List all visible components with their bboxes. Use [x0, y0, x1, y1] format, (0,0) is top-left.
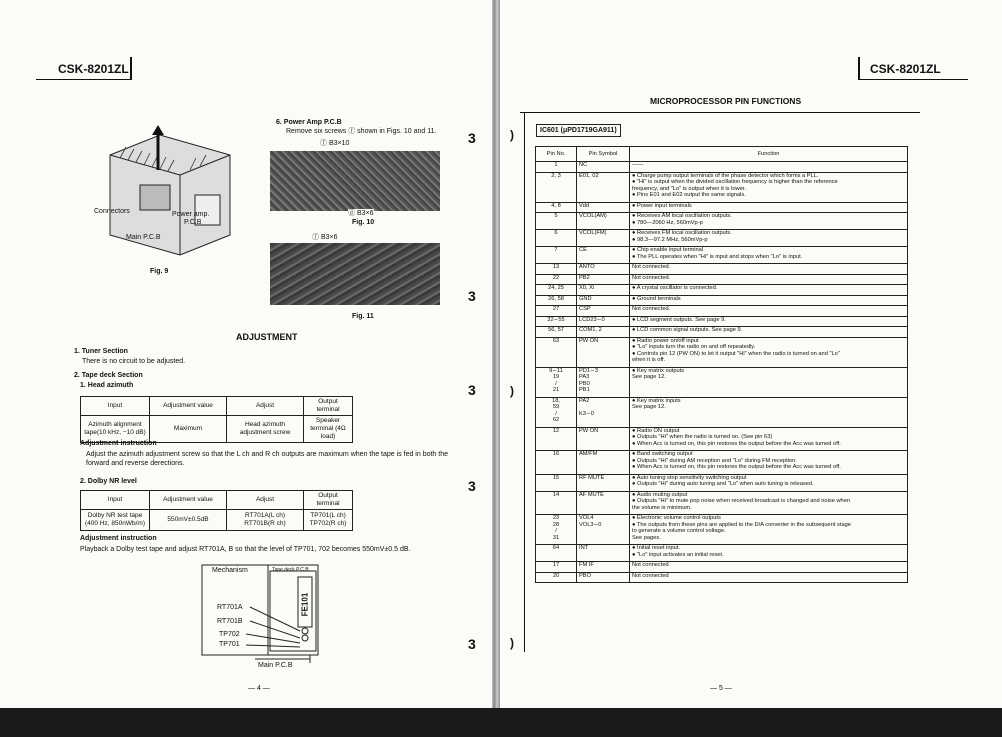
pin-number-cell: 27: [536, 306, 577, 317]
page-number-right: — 5 —: [710, 685, 732, 692]
pin-number-cell: 4, 8: [536, 202, 577, 213]
binding-mark: 3: [468, 130, 476, 146]
pin-function-cell: ——: [630, 162, 908, 173]
step6-title: 6. Power Amp P.C.B: [276, 119, 342, 126]
fig10-photo: [270, 151, 440, 211]
table-cell: TP701(L ch) TP702(R ch): [304, 510, 353, 531]
table-header-cell: Input: [81, 491, 150, 510]
table-row: [536, 306, 908, 317]
pin-number-cell: 56, 57: [536, 327, 577, 338]
table-cell: Dolby NR test tape (400 Hz, 850nWb/m): [81, 510, 150, 531]
table-row: [536, 572, 908, 583]
pin-number-cell: 13: [536, 264, 577, 275]
diagram-mechanism-label: Mechanism: [212, 567, 248, 574]
pin-symbol-header: Pin Symbol: [577, 147, 630, 162]
pin-number-cell: 12: [536, 427, 577, 451]
fig9-connectors-label: Connectors: [94, 208, 130, 215]
pin-no-header: Pin No.: [536, 147, 577, 162]
ic-label: IC601 (μPD1719GA911): [536, 124, 621, 137]
step6-text: Remove six screws ⓕ shown in Figs. 10 and 11.: [286, 128, 437, 135]
binding-mark: 3: [468, 288, 476, 304]
page-number-left: — 4 —: [248, 685, 270, 692]
table-row: [536, 247, 908, 264]
table-row: [536, 474, 908, 491]
table-row: [536, 327, 908, 338]
pin-symbol-cell: PW ON: [577, 337, 630, 367]
pin-symbol-cell: PD1∼3 PA3 PB0 PB1: [577, 367, 630, 397]
pin-function-cell: ● Power input terminals: [630, 202, 908, 213]
table-header-row: [81, 491, 353, 510]
binding-mark: 3: [468, 382, 476, 398]
fig11-photo: [270, 243, 440, 305]
pin-function-cell: ● A crystal oscillator is connected.: [630, 285, 908, 296]
pin-function-cell: Not connected.: [630, 306, 908, 317]
table-header-cell: Output terminal: [304, 397, 353, 416]
pin-function-cell: Not connected: [630, 572, 908, 583]
pin-number-cell: 18, 59 / 62: [536, 397, 577, 427]
diagram-rt701b-label: RT701B: [217, 618, 243, 625]
diagram-main-pcb-label: Main P.C.B: [258, 662, 293, 669]
pin-number-cell: 14: [536, 491, 577, 515]
table-header-cell: Input: [81, 397, 150, 416]
table-header-cell: Output terminal: [304, 491, 353, 510]
model-header-right: CSK-8201ZL: [870, 62, 941, 76]
pin-function-cell: ● Radio power on/off input ● "Lo" inputs turn the radio on and off repeatedly. ● Controls pin 12 (PW ON) to let it output "Hi" when the radio is turned on and "Lo" when it is off.: [630, 337, 908, 367]
pin-function-cell: ● Electronic volume control outputs ● The outputs from these pins are applied to the D/A converter in the subsequent stage to generate a volume control voltage. See pages.: [630, 515, 908, 545]
pin-symbol-cell: RF MUTE: [577, 474, 630, 491]
table-row: [536, 274, 908, 285]
diagram-tape-deck-pcb-label: Tape deck P.C.B: [272, 567, 309, 573]
table-row: [536, 213, 908, 230]
table-row: [536, 451, 908, 475]
pin-symbol-cell: AM/FM: [577, 451, 630, 475]
table-row: [536, 285, 908, 296]
pin-function-cell: ● Charge pump output terminals of the phase detector which forms a PLL. ● "Hi" is output when the divided oscillation frequency is higher than the reference frequency, and "Lo" is output when it is lower. ● Pins E01 and E02 output the same signals.: [630, 172, 908, 202]
model-header-left: CSK-8201ZL: [58, 62, 129, 76]
diagram-tp702-label: TP702: [219, 631, 240, 638]
table-row: [536, 316, 908, 327]
pin-function-cell: ● Chip enable input terminal ● The PLL operates when "Hi" is input and stops when "Lo" is input.: [630, 247, 908, 264]
table-header-cell: Adjustment value: [150, 491, 227, 510]
table-cell: 550mV±0.5dB: [150, 510, 227, 531]
pin-number-cell: 17: [536, 562, 577, 573]
binding-mark: ): [510, 128, 514, 142]
table-row: [536, 162, 908, 173]
pin-number-cell: 1: [536, 162, 577, 173]
adj-instruction-1-title: Adjustment instruction: [80, 440, 157, 447]
pin-function-cell: ● Auto tuning stop sensitivity switching output ● Outputs "Hi" during auto tuning and "Lo" when auto tuning is released.: [630, 474, 908, 491]
pin-symbol-cell: ANTO: [577, 264, 630, 275]
pin-function-cell: ● Band switching output ● Outputs "Hi" during AM reception and "Lo" during FM reception. ● When Acc is turned on, this pin restores the output before the Acc was turned off.: [630, 451, 908, 475]
table-row: [536, 515, 908, 545]
pin-function-cell: ● Audio muting output ● Outputs "Hi" to mute pop noise when received broadcast is changed and noise when the volume is minimum.: [630, 491, 908, 515]
pin-function-cell: ● Radio ON output ● Outputs "Hi" when the radio is turned on. (See pin 63) ● When Acc is turned on, this pin restores the output before the Acc was turned off.: [630, 427, 908, 451]
table-row: [536, 427, 908, 451]
screw-label-b: ⓓ B3×6: [348, 210, 374, 217]
table-row: [536, 230, 908, 247]
pin-number-cell: 26, 58: [536, 295, 577, 306]
pin-symbol-cell: PBO: [577, 572, 630, 583]
fig9-pcb-label: P.C.B: [184, 219, 202, 226]
diagram-rt701a-label: RT701A: [217, 604, 243, 611]
pin-number-cell: 5: [536, 213, 577, 230]
pin-symbol-cell: CSP: [577, 306, 630, 317]
binding-mark: 3: [468, 636, 476, 652]
pin-function-cell: ● Ground terminals: [630, 295, 908, 306]
table-cell: Speaker terminal (4Ω load): [304, 416, 353, 443]
table-cell: Azimuth alignment tape(10 kHz, −10 dB): [81, 416, 150, 443]
pin-symbol-cell: E01, 02: [577, 172, 630, 202]
pin-symbol-cell: COM1, 2: [577, 327, 630, 338]
table-row: [536, 491, 908, 515]
pin-function-cell: ● Initial reset input. ● "Lo" input activates an initial reset.: [630, 545, 908, 562]
pin-table-body: [536, 162, 908, 583]
pin-function-cell: ● Receives FM local oscillation outputs. ● 98.3—97.2 MHz, 560mVp-p: [630, 230, 908, 247]
tuner-section-text: There is no circuit to be adjusted.: [82, 358, 186, 365]
binding-mark: ): [510, 636, 514, 650]
pin-number-cell: 2, 3: [536, 172, 577, 202]
pin-number-cell: 16: [536, 451, 577, 475]
adj-instruction-1-text-a: Adjust the azimuth adjustment screw so that the L ch and R ch outputs are maximum when the tape is fed in both the: [86, 451, 448, 458]
pin-number-cell: 20: [536, 572, 577, 583]
pin-function-cell: ● Key matrix outputs See page 12.: [630, 367, 908, 397]
diagram-tp701-label: TP701: [219, 641, 240, 648]
pin-number-cell: 6: [536, 230, 577, 247]
pin-function-cell: ● LCD common signal outputs. See page 9.: [630, 327, 908, 338]
pin-symbol-cell: PW ON: [577, 427, 630, 451]
table-header-row: [536, 147, 908, 162]
table-row: [536, 264, 908, 275]
pin-number-cell: 64: [536, 545, 577, 562]
table-row: [536, 337, 908, 367]
fig11-caption: Fig. 11: [352, 313, 374, 320]
binding-mark: 3: [468, 478, 476, 494]
adj-instruction-2-title: Adjustment instruction: [80, 535, 157, 542]
fig10-caption: Fig. 10: [352, 219, 375, 226]
pin-number-cell: 24, 25: [536, 285, 577, 296]
pin-number-cell: 7: [536, 247, 577, 264]
adjustment-title: ADJUSTMENT: [236, 332, 298, 342]
pin-symbol-cell: VOL4 VOL3∼0: [577, 515, 630, 545]
pin-symbol-cell: Vdd: [577, 202, 630, 213]
function-header: Function: [630, 147, 908, 162]
pin-functions-table: [535, 146, 908, 583]
pin-symbol-cell: X0, Xi: [577, 285, 630, 296]
adj-instruction-1-text-b: forward and reverse derections.: [86, 460, 185, 467]
pin-function-cell: Not connected: [630, 562, 908, 573]
pin-number-cell: 63: [536, 337, 577, 367]
header-underline-left: [36, 79, 132, 80]
table-header-cell: Adjust: [227, 491, 304, 510]
screw-label-a: ⓕ B3×10: [320, 140, 350, 147]
table-row: [536, 562, 908, 573]
pin-symbol-cell: GND: [577, 295, 630, 306]
pin-symbol-cell: PB2: [577, 274, 630, 285]
header-rule-left: [130, 57, 132, 79]
pin-function-cell: ● LCD segment outputs. See page 9.: [630, 316, 908, 327]
pin-number-cell: 15: [536, 474, 577, 491]
pin-function-cell: ● Receives AM local oscillation outputs. ● 780—2060 Hz, 560mVp-p: [630, 213, 908, 230]
tape-deck-section-title: 2. Tape deck Section: [74, 372, 143, 379]
dolby-nr-table: [80, 490, 353, 531]
title-rule: [520, 112, 920, 113]
tuner-section-title: 1. Tuner Section: [74, 348, 128, 355]
pin-function-cell: Not connected.: [630, 274, 908, 285]
pin-function-cell: ● Key matrix inputs See page 12.: [630, 397, 908, 427]
binding-mark: ): [510, 384, 514, 398]
pin-number-cell: 22: [536, 274, 577, 285]
fig9-power-amp-label: Power amp.: [172, 211, 210, 218]
table-cell: Maximum: [150, 416, 227, 443]
pin-symbol-cell: NC: [577, 162, 630, 173]
table-header-cell: Adjustment value: [150, 397, 227, 416]
fig9-caption: Fig. 9: [150, 268, 169, 275]
head-azimuth-title: 1. Head azimuth: [80, 382, 134, 389]
diagram-fe101-label: FE101: [300, 592, 310, 617]
table-row: [81, 510, 353, 531]
table-row: [536, 545, 908, 562]
header-underline-right: [858, 79, 968, 80]
head-azimuth-table: [80, 396, 353, 443]
pin-function-cell: Not connected.: [630, 264, 908, 275]
pin-symbol-cell: AF MUTE: [577, 491, 630, 515]
pin-functions-title: MICROPROCESSOR PIN FUNCTIONS: [650, 96, 802, 106]
pin-symbol-cell: PA2 K3∼0: [577, 397, 630, 427]
left-page: [0, 0, 494, 737]
header-rule-right: [858, 57, 860, 79]
table-row: [536, 397, 908, 427]
fig9-main-pcb-label: Main P.C.B: [126, 234, 161, 241]
pin-symbol-cell: CE: [577, 247, 630, 264]
pin-number-cell: 9∼11 19 / 21: [536, 367, 577, 397]
table-row: [536, 367, 908, 397]
pin-symbol-cell: VCOL(AM): [577, 213, 630, 230]
pin-symbol-cell: VCOL(FM): [577, 230, 630, 247]
table-row: [536, 295, 908, 306]
table-cell: RT701A(L ch) RT701B(R ch): [227, 510, 304, 531]
table-row: [536, 202, 908, 213]
dolby-nr-title: 2. Dolby NR level: [80, 478, 137, 485]
pin-symbol-cell: LCD23∼0: [577, 316, 630, 327]
pin-number-cell: 32∼55: [536, 316, 577, 327]
pin-symbol-cell: FM IF: [577, 562, 630, 573]
screw-label-c: ⓕ B3×6: [312, 234, 338, 241]
table-cell: Head azimuth adjustment screw: [227, 416, 304, 443]
table-row: [536, 172, 908, 202]
table-header-row: [81, 397, 353, 416]
margin-rule: [524, 112, 525, 652]
fig9-drawing: [100, 125, 240, 260]
adj-instruction-2-text: Playback a Dolby test tape and adjust RT701A, B so that the level of TP701, 702 becomes 550mV±0.5 dB.: [80, 546, 411, 553]
scan-bottom-edge: [0, 708, 1002, 737]
table-header-cell: Adjust: [227, 397, 304, 416]
pin-symbol-cell: INT: [577, 545, 630, 562]
pin-number-cell: 23 28 / 31: [536, 515, 577, 545]
